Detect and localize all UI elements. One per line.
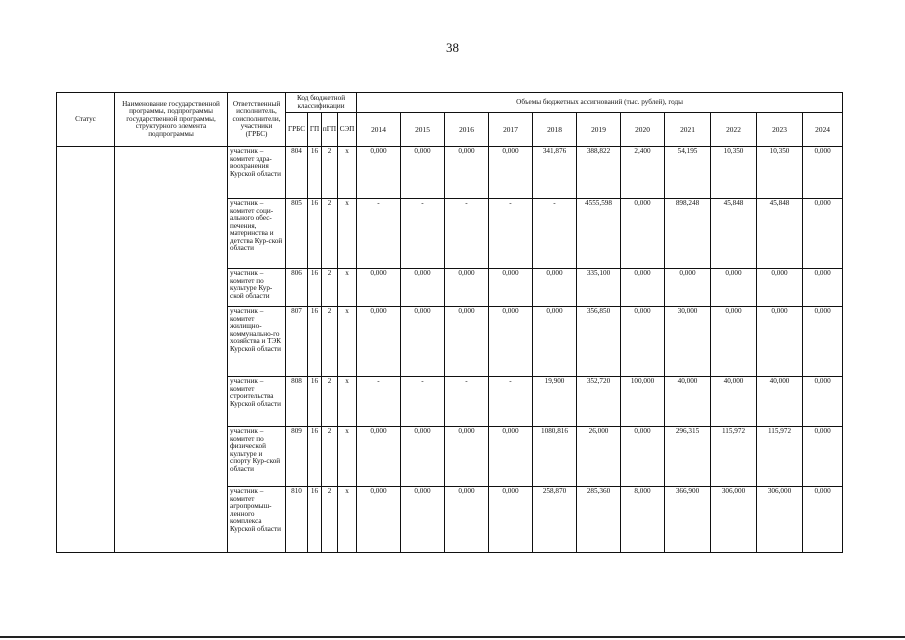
- header-year: 2021: [665, 113, 711, 147]
- value-cell: 0,000: [711, 307, 757, 377]
- value-cell: 0,000: [533, 307, 577, 377]
- gp-code-cell: 16: [308, 377, 322, 427]
- value-cell: 341,876: [533, 147, 577, 199]
- value-cell: 10,350: [711, 147, 757, 199]
- value-cell: 306,000: [711, 487, 757, 553]
- value-cell: 54,195: [665, 147, 711, 199]
- value-cell: 0,000: [401, 147, 445, 199]
- gp-code-cell: 16: [308, 199, 322, 269]
- value-cell: 0,000: [621, 307, 665, 377]
- value-cell: 0,000: [445, 307, 489, 377]
- value-cell: -: [489, 199, 533, 269]
- value-cell: 0,000: [803, 199, 843, 269]
- value-cell: 0,000: [803, 487, 843, 553]
- executor-cell: участник – комитет соци-ального обес-печения, материнства и детства Кур-ской области: [228, 199, 286, 269]
- header-year: 2016: [445, 113, 489, 147]
- gp-code-cell: 16: [308, 427, 322, 487]
- value-cell: 0,000: [803, 307, 843, 377]
- value-cell: 0,000: [357, 427, 401, 487]
- value-cell: 100,000: [621, 377, 665, 427]
- budget-table: [56, 92, 843, 553]
- value-cell: -: [357, 377, 401, 427]
- table-row: [57, 147, 843, 199]
- value-cell: 40,000: [711, 377, 757, 427]
- grbs-code-cell: 808: [286, 377, 308, 427]
- gp-code-cell: 16: [308, 147, 322, 199]
- value-cell: 0,000: [533, 269, 577, 307]
- value-cell: 19,900: [533, 377, 577, 427]
- value-cell: -: [533, 199, 577, 269]
- value-cell: 0,000: [489, 147, 533, 199]
- header-status: Статус: [57, 93, 115, 147]
- value-cell: 0,000: [357, 307, 401, 377]
- executor-cell: участник – комитет агропромыш-ленного комплекса Курской области: [228, 487, 286, 553]
- sep-code-cell: х: [338, 377, 357, 427]
- header-code-grbs: ГРБС: [286, 113, 308, 147]
- value-cell: 0,000: [665, 269, 711, 307]
- value-cell: 0,000: [445, 427, 489, 487]
- value-cell: 10,350: [757, 147, 803, 199]
- executor-cell: участник – комитет строительства Курской области: [228, 377, 286, 427]
- value-cell: 40,000: [665, 377, 711, 427]
- value-cell: 0,000: [401, 307, 445, 377]
- grbs-code-cell: 806: [286, 269, 308, 307]
- sep-code-cell: х: [338, 487, 357, 553]
- value-cell: 0,000: [357, 147, 401, 199]
- header-year: 2022: [711, 113, 757, 147]
- value-cell: 8,000: [621, 487, 665, 553]
- executor-cell: участник – комитет по культуре Кур-ской области: [228, 269, 286, 307]
- header-code-pgp: пГП: [322, 113, 338, 147]
- header-year: 2020: [621, 113, 665, 147]
- value-cell: 0,000: [621, 427, 665, 487]
- value-cell: -: [357, 199, 401, 269]
- status-cell: [57, 147, 115, 553]
- value-cell: 0,000: [621, 199, 665, 269]
- pgp-code-cell: 2: [322, 269, 338, 307]
- value-cell: 0,000: [621, 269, 665, 307]
- value-cell: -: [401, 377, 445, 427]
- value-cell: 0,000: [757, 269, 803, 307]
- grbs-code-cell: 807: [286, 307, 308, 377]
- value-cell: 0,000: [803, 377, 843, 427]
- header-year: 2015: [401, 113, 445, 147]
- value-cell: 0,000: [445, 269, 489, 307]
- header-year: 2017: [489, 113, 533, 147]
- value-cell: 366,900: [665, 487, 711, 553]
- header-year: 2019: [577, 113, 621, 147]
- value-cell: 4555,598: [577, 199, 621, 269]
- value-cell: 0,000: [401, 269, 445, 307]
- value-cell: 352,720: [577, 377, 621, 427]
- gp-code-cell: 16: [308, 487, 322, 553]
- pgp-code-cell: 2: [322, 199, 338, 269]
- value-cell: 0,000: [803, 269, 843, 307]
- value-cell: 0,000: [401, 427, 445, 487]
- value-cell: 306,000: [757, 487, 803, 553]
- value-cell: 0,000: [489, 307, 533, 377]
- header-budget-code: Код бюджетной классификации: [286, 93, 357, 113]
- executor-cell: участник – комитет здра-воохранения Курской области: [228, 147, 286, 199]
- value-cell: 0,000: [489, 427, 533, 487]
- value-cell: -: [445, 199, 489, 269]
- grbs-code-cell: 805: [286, 199, 308, 269]
- value-cell: 0,000: [445, 487, 489, 553]
- value-cell: -: [401, 199, 445, 269]
- program-name-cell: [115, 147, 228, 553]
- value-cell: 335,100: [577, 269, 621, 307]
- pgp-code-cell: 2: [322, 427, 338, 487]
- value-cell: 115,972: [757, 427, 803, 487]
- header-year: 2014: [357, 113, 401, 147]
- executor-cell: участник – комитет жилищно-коммунально-го хозяйства и ТЭК Курской области: [228, 307, 286, 377]
- value-cell: 40,000: [757, 377, 803, 427]
- scan-edge: [0, 636, 905, 638]
- header-year: 2024: [803, 113, 843, 147]
- header-year: 2018: [533, 113, 577, 147]
- executor-cell: участник – комитет по физической культуре и спорту Кур-ской области: [228, 427, 286, 487]
- value-cell: -: [445, 377, 489, 427]
- value-cell: 26,000: [577, 427, 621, 487]
- value-cell: 356,850: [577, 307, 621, 377]
- value-cell: 0,000: [357, 487, 401, 553]
- pgp-code-cell: 2: [322, 487, 338, 553]
- pgp-code-cell: 2: [322, 377, 338, 427]
- value-cell: 1080,816: [533, 427, 577, 487]
- grbs-code-cell: 809: [286, 427, 308, 487]
- value-cell: 285,360: [577, 487, 621, 553]
- sep-code-cell: х: [338, 147, 357, 199]
- value-cell: 296,315: [665, 427, 711, 487]
- value-cell: 0,000: [803, 427, 843, 487]
- value-cell: 45,848: [757, 199, 803, 269]
- value-cell: 30,000: [665, 307, 711, 377]
- pgp-code-cell: 2: [322, 307, 338, 377]
- value-cell: 0,000: [401, 487, 445, 553]
- header-code-sep: СЭП: [338, 113, 357, 147]
- sep-code-cell: х: [338, 427, 357, 487]
- header-volumes: Объемы бюджетных ассигнований (тыс. рублей), годы: [357, 93, 843, 113]
- header-executor: Ответственный исполнитель, соисполнители, участники (ГРБС): [228, 93, 286, 147]
- value-cell: 388,822: [577, 147, 621, 199]
- value-cell: 0,000: [357, 269, 401, 307]
- value-cell: 258,870: [533, 487, 577, 553]
- value-cell: 0,000: [803, 147, 843, 199]
- gp-code-cell: 16: [308, 307, 322, 377]
- value-cell: 0,000: [445, 147, 489, 199]
- value-cell: 0,000: [711, 269, 757, 307]
- header-code-gp: ГП: [308, 113, 322, 147]
- value-cell: 898,248: [665, 199, 711, 269]
- value-cell: -: [489, 377, 533, 427]
- value-cell: 0,000: [489, 487, 533, 553]
- header-program-name: Наименование государственной программы, подпрограммы государственной программы, структурного элемента подпрограммы: [115, 93, 228, 147]
- grbs-code-cell: 804: [286, 147, 308, 199]
- gp-code-cell: 16: [308, 269, 322, 307]
- sep-code-cell: х: [338, 307, 357, 377]
- value-cell: 0,000: [489, 269, 533, 307]
- sep-code-cell: х: [338, 269, 357, 307]
- pgp-code-cell: 2: [322, 147, 338, 199]
- value-cell: 115,972: [711, 427, 757, 487]
- value-cell: 2,400: [621, 147, 665, 199]
- page-number: 38: [446, 40, 459, 55]
- value-cell: 0,000: [757, 307, 803, 377]
- sep-code-cell: х: [338, 199, 357, 269]
- value-cell: 45,848: [711, 199, 757, 269]
- header-year: 2023: [757, 113, 803, 147]
- grbs-code-cell: 810: [286, 487, 308, 553]
